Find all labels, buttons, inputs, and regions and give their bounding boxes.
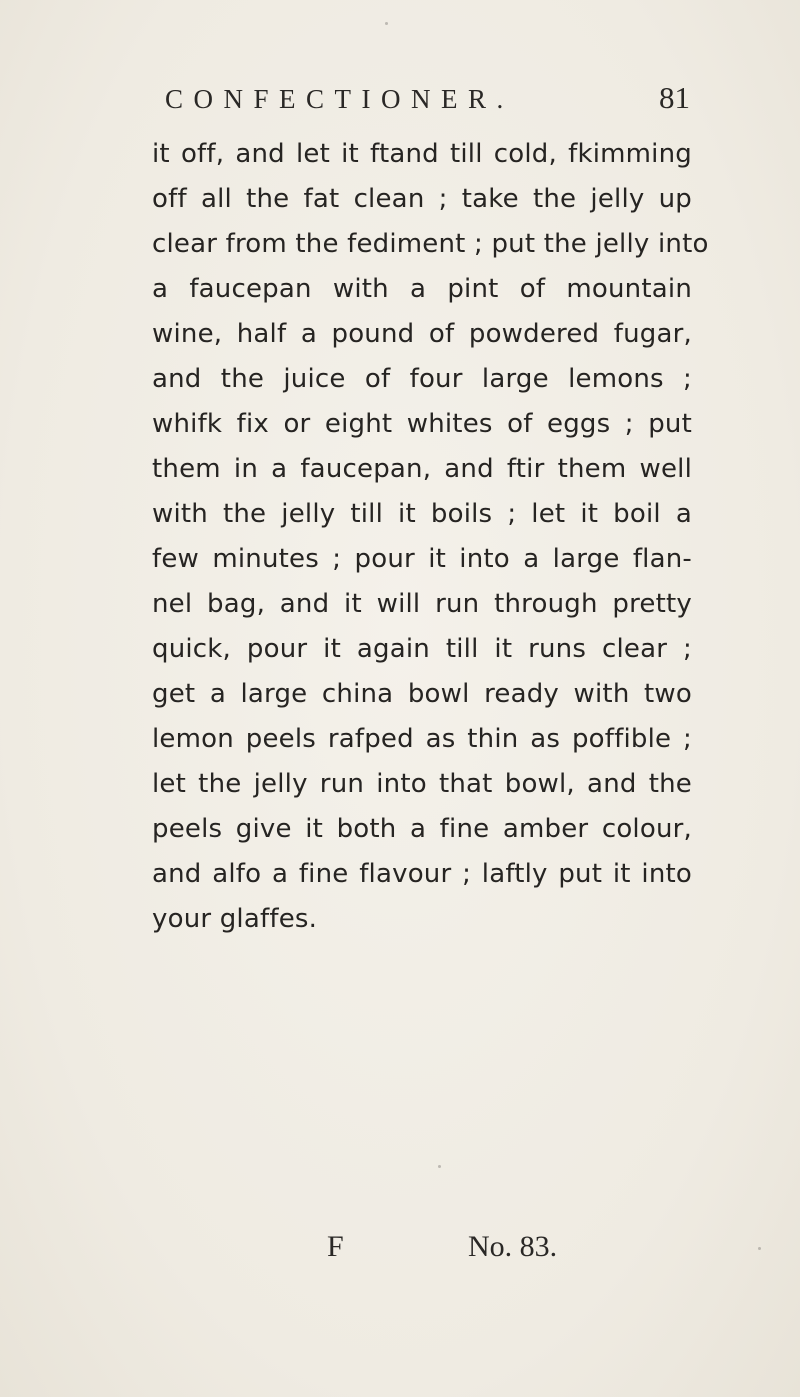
text-line: and the juice of four large lemons ; [152, 364, 692, 394]
text-line: them in a faucepan, and ftir them well [152, 454, 692, 484]
page-footer [0, 1230, 800, 1270]
signature-mark: F [327, 1230, 344, 1263]
text-line: quick, pour it again till it runs clear ; [152, 634, 692, 664]
text-line: lemon peels rafped as thin as poffible ; [152, 724, 692, 754]
text-line: clear from the fediment ; put the jelly into [152, 229, 709, 259]
paper-speck [758, 1247, 761, 1250]
text-line: let the jelly run into that bowl, and the [152, 769, 692, 799]
text-line-last: your glaffes. [152, 904, 318, 934]
body-text [152, 132, 709, 942]
text-line: whifk fix or eight whites of eggs ; put [152, 409, 692, 439]
text-line: wine, half a pound of powdered fugar, [152, 319, 692, 349]
text-line: with the jelly till it boils ; let it boil a [152, 499, 692, 529]
running-head-title: CONFECTIONER. [165, 84, 514, 114]
text-line: off all the fat clean ; take the jelly up [152, 184, 692, 214]
text-line: get a large china bowl ready with two [152, 679, 692, 709]
text-line: peels give it both a fine amber colour, [152, 814, 692, 844]
text-line: and alfo a fine flavour ; laftly put it into [152, 859, 692, 889]
text-line: nel bag, and it will run through pretty [152, 589, 692, 619]
running-head [165, 80, 690, 124]
text-line: a faucepan with a pint of mountain [152, 274, 692, 304]
text-line: it off, and let it ftand till cold, fkimming [152, 139, 692, 169]
paper-speck [385, 22, 388, 25]
catchword: No. 83. [468, 1230, 558, 1263]
text-line: few minutes ; pour it into a large flan- [152, 544, 692, 574]
paper-speck [438, 1165, 441, 1168]
page-number: 81 [659, 80, 690, 115]
